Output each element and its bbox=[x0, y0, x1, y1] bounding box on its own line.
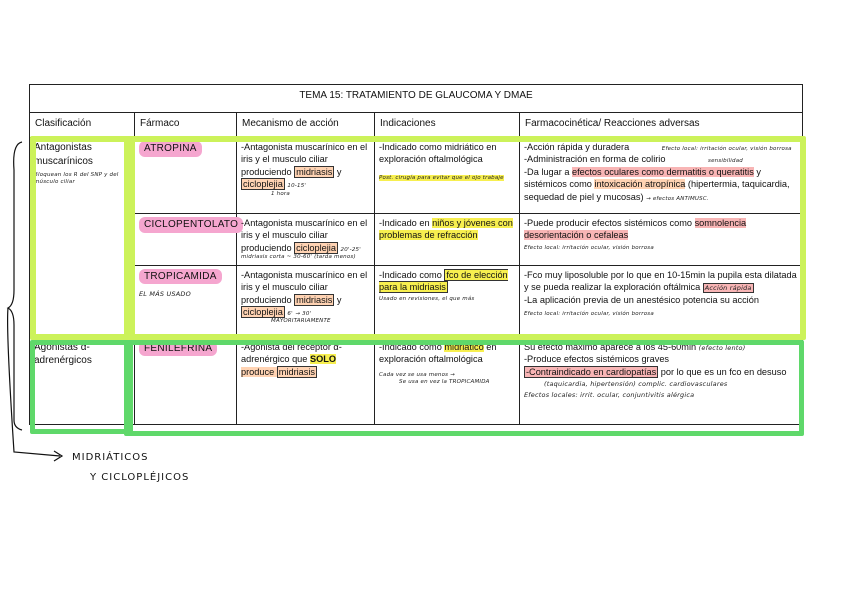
drug-name-atropina: ATROPINA bbox=[139, 141, 202, 157]
handwritten-note: Efecto local: irritación ocular, visión borrosa bbox=[524, 244, 654, 251]
pk-text: -Fco muy liposoluble por lo que en 10-15min la pupila esta dilatada y se pueda realizar la exploración oftálmica bbox=[524, 269, 797, 293]
pk-text: -La aplicación previa de un anestésico potencia su acción bbox=[524, 294, 759, 305]
pk-text: -Produce efectos sistémicos graves bbox=[524, 354, 670, 365]
highlighter-band-antagonists-rows bbox=[124, 136, 806, 340]
highlighter-band-antagonists-group bbox=[30, 136, 135, 340]
highlight: cicloplejia bbox=[296, 242, 336, 253]
pk-text: -Administración en forma de colirio bbox=[524, 154, 666, 165]
drug-name-tropicamida: TROPICAMIDA bbox=[139, 269, 222, 285]
header-indicaciones: Indicaciones bbox=[375, 113, 520, 138]
highlight: midriasis bbox=[296, 294, 333, 305]
handwritten-note: Efecto local: irritación ocular, visión borrosa bbox=[524, 310, 654, 317]
indications-text: en exploración oftalmológica bbox=[379, 341, 497, 365]
handwritten-note: sensibilidad bbox=[708, 158, 743, 165]
pk-text: y sistémicos como bbox=[524, 166, 761, 190]
highlight: fco de elección para la midriasis bbox=[379, 269, 508, 293]
header-mecanismo: Mecanismo de acción bbox=[237, 113, 375, 138]
handwritten-note: → 30' bbox=[295, 310, 312, 317]
header-row bbox=[30, 113, 803, 138]
handwritten-note: Cada vez se usa menos → bbox=[379, 371, 455, 378]
handwritten-note: 6' bbox=[287, 310, 293, 317]
highlight: midriático bbox=[444, 341, 484, 352]
mechanism-text: -Antagonista muscarínico en el iris y el musculo ciliar produciendo bbox=[241, 142, 368, 177]
pk-text: -Acción rápida y duradera bbox=[524, 142, 630, 152]
pk-text: Su efecto máximo aparece a los 45-60min bbox=[524, 341, 697, 352]
handwritten-note-text: Post. cirugía para evitar que el ojo trabaje bbox=[379, 174, 504, 181]
mechanism-text: -Antagonista muscarínico en el iris y el musculo ciliar produciendo bbox=[241, 269, 368, 305]
handwritten-note: EL MÁS USADO bbox=[139, 290, 191, 299]
highlight: SOLO bbox=[309, 354, 337, 365]
indications-text: -Indicado como bbox=[379, 269, 445, 280]
pk-text: (hipertermia, taquicardia, sequedad de piel y mucosas) bbox=[524, 179, 790, 202]
highlight: intoxicación atropínica bbox=[594, 179, 686, 190]
pk-text: -Puede producir efectos sistémicos como bbox=[524, 218, 695, 228]
pk-text: por lo que es un fco en desuso bbox=[658, 366, 787, 377]
highlight: somnolencia desorientación o cefaleas bbox=[524, 218, 747, 241]
handwritten-note: Efectos locales: irrit. ocular, conjuntivitis alérgica bbox=[524, 390, 695, 399]
highlight: -Contraindicado en cardiopatías bbox=[526, 366, 657, 377]
group-label: Agonistas α-adrenérgicos bbox=[34, 341, 92, 367]
mechanism-text: -Antagonista muscarínico en el iris y el musculo ciliar produciendo bbox=[241, 218, 368, 253]
handwritten-note: Bloquean los R del SNP y del músculo ciliar bbox=[34, 172, 119, 186]
handwritten-note: (efecto lento) bbox=[698, 343, 746, 352]
mechanism-text: y bbox=[334, 294, 342, 305]
handwritten-note: Se usa en vez la TROPICAMIDA bbox=[399, 378, 490, 385]
handwritten-note: → efectos ANTIMUSC. bbox=[646, 195, 709, 202]
highlight: niños y jóvenes con problemas de refracción bbox=[379, 218, 513, 241]
margin-note-line2: Y CICLOPLÉJICOS bbox=[90, 472, 190, 483]
mechanism-text: produce bbox=[241, 366, 277, 377]
mechanism-text: -Agonista del receptor α-adrenérgico que bbox=[241, 341, 342, 365]
handwritten-note: Efecto local: irritación ocular, visión borrosa bbox=[661, 146, 792, 152]
highlighter-band-agonists-group bbox=[30, 340, 133, 434]
highlight: Acción rápida bbox=[704, 284, 752, 293]
highlight: midriasis bbox=[296, 166, 333, 177]
highlighter-band-agonists-row bbox=[124, 340, 804, 436]
highlight: cicloplejia bbox=[243, 179, 283, 190]
drug-name-fenilefrina: FENILEFRINA bbox=[139, 341, 217, 357]
highlight: efectos oculares como dermatitis o queratitis bbox=[572, 166, 754, 177]
margin-note-line1: MIDRIÁTICOS bbox=[72, 452, 149, 463]
group-label: Antagonistas muscarínicos bbox=[34, 142, 93, 167]
handwritten-note: 10-15' bbox=[287, 183, 307, 190]
mechanism-text: y bbox=[334, 166, 342, 177]
highlight: cicloplejia bbox=[243, 306, 283, 317]
header-farmacocinetica: Farmacocinética/ Reacciones adversas bbox=[520, 113, 803, 138]
table-title: TEMA 15: TRATAMIENTO DE GLAUCOMA Y DMAE bbox=[30, 85, 803, 113]
highlight: midriasis bbox=[278, 366, 316, 377]
header-clasificacion: Clasificación bbox=[30, 113, 135, 138]
indications-text: -Indicado como midriático en exploración oftalmológica bbox=[379, 142, 497, 165]
handwritten-note: 1 hora bbox=[271, 190, 290, 197]
pk-text: -Da lugar a bbox=[524, 166, 573, 177]
indications-text: -Indicado en bbox=[379, 218, 433, 228]
handwritten-note: (taquicardia, hipertensión) complic. cardiovasculares bbox=[544, 379, 728, 388]
header-farmaco: Fármaco bbox=[135, 113, 237, 138]
handwritten-note: Usado en revisiones, el que más bbox=[379, 295, 475, 302]
drug-name-ciclopentolato: CICLOPENTOLATO bbox=[139, 217, 243, 233]
handwritten-note: midriasis corta ~ 30-60' (tarda menos) bbox=[241, 254, 356, 261]
handwritten-note: 20'-25' bbox=[340, 246, 361, 253]
indications-text: -Indicado como bbox=[379, 341, 445, 352]
handwritten-note: MAYORITARIAMENTE bbox=[271, 318, 331, 325]
